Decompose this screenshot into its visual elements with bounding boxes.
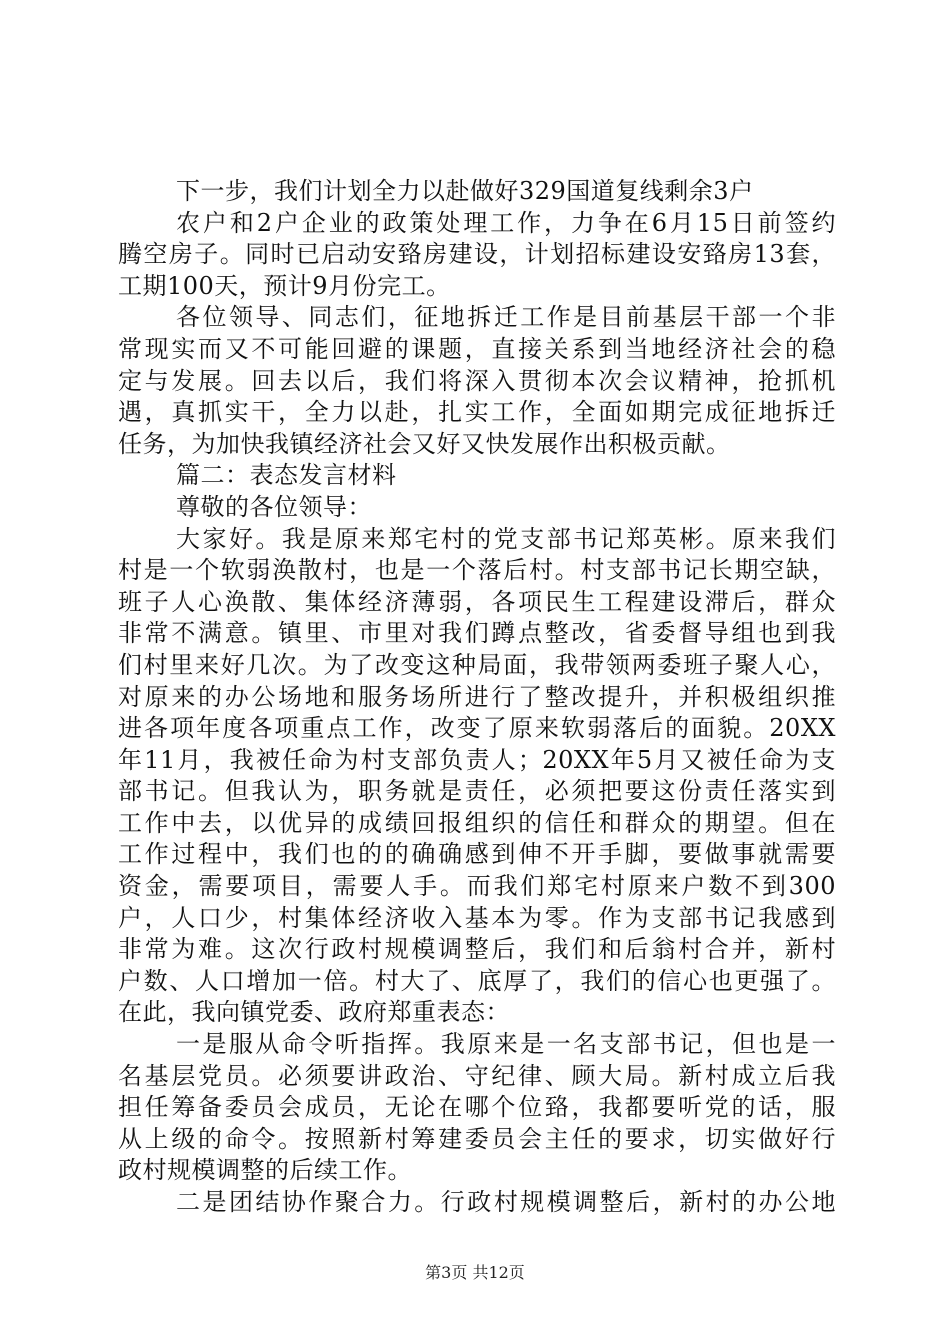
- document-body: [118, 176, 836, 1219]
- text-line: 各位领导、同志们，征地拆迁工作是目前基层干部一个非: [176, 303, 836, 332]
- text-line: 二是团结协作聚合力。行政村规模调整后，新村的办公地: [176, 1188, 836, 1216]
- text-line: 从上级的命令。按照新村筹建委员会主任的要求，切实做好行: [118, 1124, 836, 1153]
- text-line: 下一步，我们计划全力以赴做好329国道复线剩余3户: [176, 177, 754, 205]
- text-line: 非常为难。这次行政村规模调整后，我们和后翁村合并，新村: [118, 935, 836, 964]
- text-line: 在此，我向镇党委、政府郑重表态：: [118, 998, 510, 1027]
- text-line: 对原来的办公场地和服务场所进行了整改提升，并积极组织推: [118, 682, 836, 711]
- text-line: 篇二：表态发言材料: [176, 461, 397, 490]
- text-line: 常现实而又不可能回避的课题，直接关系到当地经济社会的稳: [118, 334, 836, 363]
- text-line: 遇，真抓实干，全力以赴，扎实工作，全面如期完成征地拆迁: [118, 398, 836, 427]
- text-line: 农户和2户企业的政策处理工作，力争在6月15日前签约: [176, 208, 836, 237]
- text-line: 村是一个软弱涣散村，也是一个落后村。村支部书记长期空缺，: [118, 556, 836, 585]
- text-line: 担任筹备委员会成员，无论在哪个位臵，我都要听党的话，服: [118, 1093, 836, 1122]
- text-line: 部书记。但我认为，职务就是责任，必须把要这份责任落实到: [118, 777, 836, 806]
- text-line: 班子人心涣散、集体经济薄弱，各项民生工程建设滞后，群众: [118, 587, 836, 616]
- text-line: 任务，为加快我镇经济社会又好又快发展作出积极贡献。: [118, 429, 731, 458]
- text-line: 一是服从命令听指挥。我原来是一名支部书记，但也是一: [176, 1030, 836, 1059]
- text-line: 工作中去，以优异的成绩回报组织的信任和群众的期望。但在: [118, 808, 836, 837]
- page-footer: 第3页 共12页: [425, 1263, 525, 1282]
- text-line: 政村规模调整的后续工作。: [118, 1156, 412, 1185]
- text-line: 年11月，我被任命为村支部负责人；20XX年5月又被任命为支: [118, 745, 836, 774]
- text-line: 大家好。我是原来郑宅村的党支部书记郑英彬。原来我们: [176, 524, 836, 553]
- text-line: 户，人口少，村集体经济收入基本为零。作为支部书记我感到: [118, 903, 836, 932]
- text-line: 工作过程中，我们也的的确确感到伸不开手脚，要做事就需要: [118, 840, 836, 869]
- text-line: 资金，需要项目，需要人手。而我们郑宅村原来户数不到300: [118, 872, 836, 901]
- text-line: 腾空房子。同时已启动安臵房建设，计划招标建设安臵房13套，: [118, 240, 836, 269]
- text-line: 尊敬的各位领导：: [176, 492, 372, 521]
- text-line: 工期100天，预计9月份完工。: [118, 271, 451, 300]
- text-line: 定与发展。回去以后，我们将深入贯彻本次会议精神，抢抓机: [118, 366, 836, 395]
- text-line: 户数、人口增加一倍。村大了、底厚了，我们的信心也更强了。: [118, 966, 836, 995]
- text-line: 非常不满意。镇里、市里对我们蹲点整改，省委督导组也到我: [118, 619, 836, 648]
- text-line: 名基层党员。必须要讲政治、守纪律、顾大局。新村成立后我: [118, 1061, 836, 1090]
- text-line: 们村里来好几次。为了改变这种局面，我带领两委班子聚人心，: [118, 650, 836, 679]
- text-line: 进各项年度各项重点工作，改变了原来软弱落后的面貌。20XX: [118, 714, 836, 743]
